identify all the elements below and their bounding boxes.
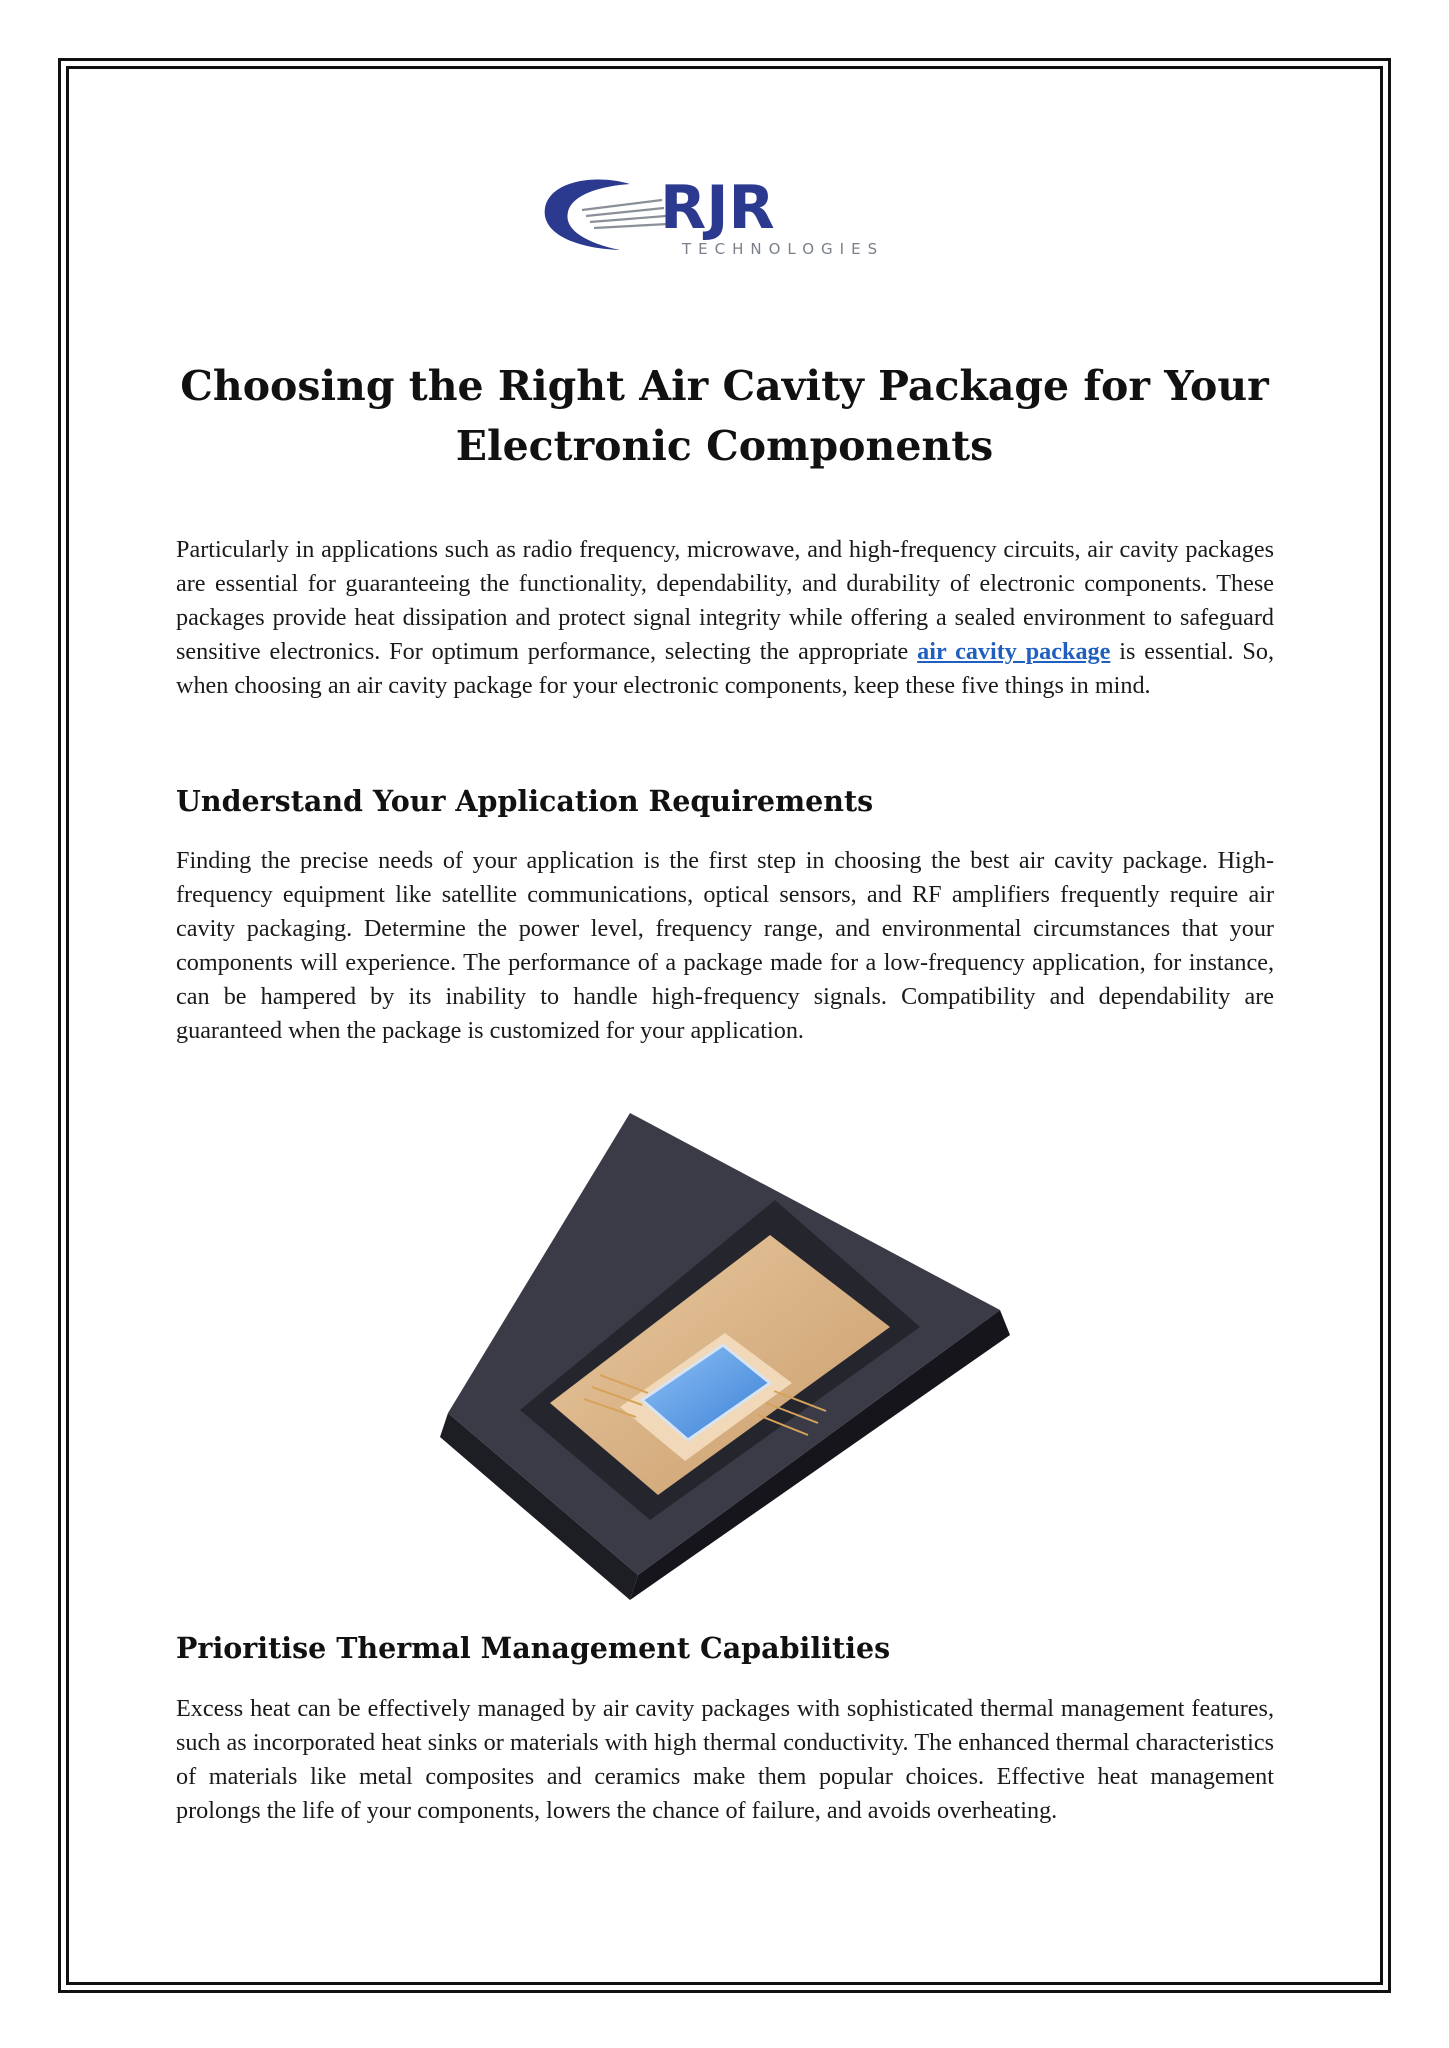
logo-tagline: TECHNOLOGIES — [682, 240, 885, 258]
title-line-2: Electronic Components — [455, 422, 994, 470]
section-heading-application-requirements: Understand Your Application Requirements — [176, 784, 874, 818]
logo-speed-lines-icon — [582, 200, 668, 228]
air-cavity-package-image — [420, 1095, 1020, 1605]
intro-text-after: is essential. So, when choosing an air cavity package for your electronic components, keep these five things in mind. — [176, 638, 1275, 699]
intro-paragraph — [176, 533, 1274, 703]
title-line-1: Choosing the Right Air Cavity Package for Your — [180, 362, 1269, 410]
intro-text-before: Particularly in applications such as radio frequency, microwave, and high-frequency circuits, air cavity packages are essential for guaranteeing the functionality, dependability, and durability of electronic components. These packages provide heat dissipation and protect signal integrity while offering a sealed environment to safeguard sensitive electronics. For optimum performance, selecting the appropriate — [176, 536, 1274, 665]
page-title — [150, 356, 1299, 476]
logo-swoosh-icon — [545, 179, 630, 250]
logo-brand: RJR — [660, 173, 775, 243]
section-body-application-requirements: Finding the precise needs of your application is the first step in choosing the best air cavity package. High-frequency equipment like satellite communications, optical sensors, and RF amplifiers frequently require air cavity packaging. Determine the power level, frequency range, and environmental circumstances that your components will experience. The performance of a package made for a low-frequency application, for instance, can be hampered by its inability to handle high-frequency signals. Compatibility and dependability are guaranteed when the package is customized for your application. — [176, 847, 1274, 1044]
air-cavity-package-link[interactable]: air cavity package — [917, 638, 1111, 665]
section-body-thermal-management: Excess heat can be effectively managed by air cavity packages with sophisticated thermal management features, such as incorporated heat sinks or materials with high thermal conductivity. The enhanced thermal characteristics of materials like metal composites and ceramics make them popular choices. Effective heat management prolongs the life of your components, lowers the chance of failure, and avoids overheating. — [176, 1695, 1274, 1824]
rjr-logo — [542, 170, 912, 270]
section-heading-thermal-management: Prioritise Thermal Management Capabilities — [176, 1631, 891, 1665]
